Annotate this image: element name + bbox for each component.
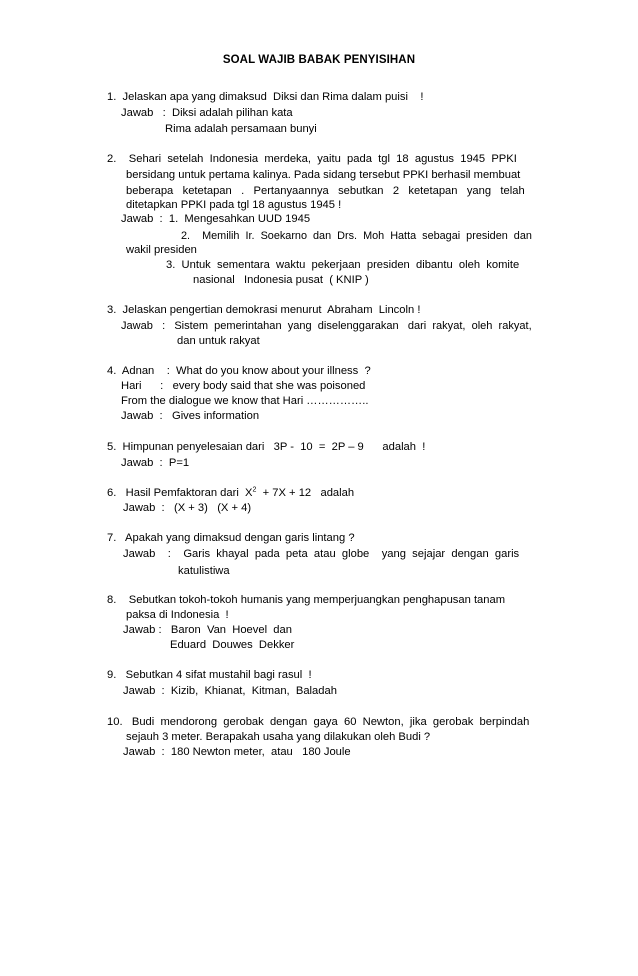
answer-10: Jawab : 180 Newton meter, atau 180 Joule [123,746,351,758]
answer-3-line-2: dan untuk rakyat [177,335,260,347]
question-6-text-end: + 7X + 12 adalah [256,487,355,499]
question-7: 7. Apakah yang dimaksud dengan garis lintang ? [107,532,355,544]
question-6 [107,486,354,500]
answer-2-line-1: Jawab : 1. Mengesahkan UUD 1945 [121,213,311,225]
answer-4: Jawab : Gives information [121,410,260,422]
answer-2-line-2: 2. Memilih Ir. Soekarno dan Drs. Moh Hatta sebagai presiden dan [181,230,532,242]
question-2-line-1: 2. Sehari setelah Indonesia merdeka, yaitu pada tgl 18 agustus 1945 PPKI [107,153,517,165]
question-2-line-2: bersidang untuk pertama kalinya. Pada sidang tersebut PPKI berhasil membuat [126,169,521,181]
question-6-exponent: 2 [252,486,257,494]
question-8-line-1: 8. Sebutkan tokoh-tokoh humanis yang memperjuangkan penghapusan tanam [107,594,506,606]
answer-3-line-1: Jawab : Sistem pemerintahan yang diselenggarakan dari rakyat, oleh rakyat, [121,320,532,332]
answer-5: Jawab : P=1 [121,457,190,469]
question-4-line-2: Hari : every body said that she was poisoned [121,380,366,392]
answer-2-line-4: 3. Untuk sementara waktu pekerjaan presiden dibantu oleh komite [166,259,520,271]
answer-2-line-3: wakil presiden [126,244,197,256]
question-1: 1. Jelaskan apa yang dimaksud Diksi dan Rima dalam puisi ! [107,91,424,103]
page-title: SOAL WAJIB BABAK PENYISIHAN [222,54,416,66]
answer-9: Jawab : Kizib, Khianat, Kitman, Baladah [123,685,337,697]
answer-8-line-2: Eduard Douwes Dekker [170,639,295,651]
question-2-line-4: ditetapkan PPKI pada tgl 18 agustus 1945 ! [126,199,342,211]
question-3: 3. Jelaskan pengertian demokrasi menurut Abraham Lincoln ! [107,304,421,316]
answer-7-line-1: Jawab : Garis khayal pada peta atau globe yang sejajar dengan garis [123,548,520,560]
answer-2-line-5: nasional Indonesia pusat ( KNIP ) [193,274,369,286]
answer-6: Jawab : (X + 3) (X + 4) [123,502,252,514]
answer-1-line-1: Jawab : Diksi adalah pilihan kata [121,107,293,119]
question-9: 9. Sebutkan 4 sifat mustahil bagi rasul ! [107,669,312,681]
question-10-line-2: sejauh 3 meter. Berapakah usaha yang dilakukan oleh Budi ? [126,731,431,743]
question-4-line-3: From the dialogue we know that Hari …………….. [121,395,369,407]
answer-1-line-2: Rima adalah persamaan bunyi [165,123,317,135]
question-4-line-1: 4. Adnan : What do you know about your illness ? [107,365,371,377]
question-2-line-3: beberapa ketetapan . Pertanyaannya sebutkan 2 ketetapan yang telah [126,185,525,197]
answer-8-line-1: Jawab : Baron Van Hoevel dan [123,624,292,636]
answer-7-line-2: katulistiwa [178,565,230,577]
question-10-line-1: 10. Budi mendorong gerobak dengan gaya 60 Newton, jika gerobak berpindah [107,716,530,728]
question-5: 5. Himpunan penyelesaian dari 3P - 10 = 2P – 9 adalah ! [107,441,426,453]
question-6-text: 6. Hasil Pemfaktoran dari X [107,487,253,499]
question-8-line-2: paksa di Indonesia ! [126,609,229,621]
